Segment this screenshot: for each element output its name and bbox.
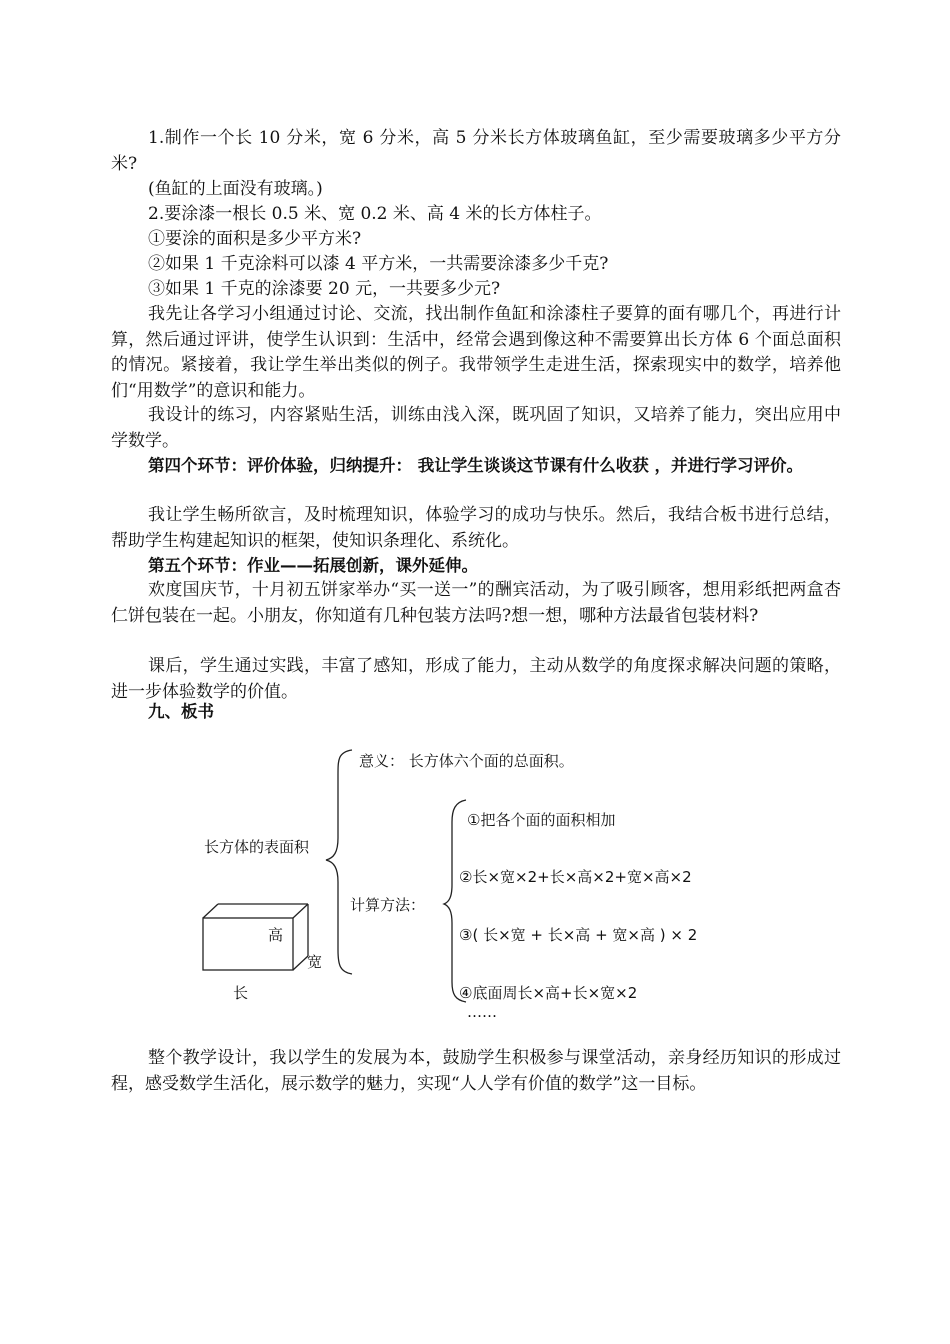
- exercise-2-q3: ③如果 1 千克的涂漆要 20 元，一共要多少元?: [148, 279, 501, 299]
- paragraph-discussion: 我先让各学习小组通过讨论、交流，找出制作鱼缸和涂漆柱子要算的面有哪几个，再进行计算，然后通过评讲，使学生认识到：生活中，经常会遇到像这种不需要算出长方体 6 个面总面积的情况。紧接着，我让学生举出类似的例子。我带领学生走进生活，探索现实中的数学，培养他们“用数学”的意识和能力。: [111, 304, 841, 401]
- paragraph-homework: 欢度国庆节，十月初五饼家举办“买一送一”的酬宾活动，为了吸引顾客，想用彩纸把两盒杏仁饼包装在一起。小朋友，你知道有几种包装方法吗?想一想，哪种方法最省包装材料?: [111, 580, 841, 626]
- exercise-1-note: (鱼缸的上面没有玻璃。): [148, 179, 323, 199]
- section-9-heading: 九、板书: [148, 702, 214, 721]
- board-method-4: ④底面周长×高+长×宽×2: [459, 984, 638, 1002]
- board-method-label: 计算方法：: [350, 896, 426, 914]
- main-brace: [326, 750, 352, 974]
- section-5-heading: 第五个环节：作业——拓展创新，课外延伸。: [148, 556, 478, 575]
- board-method-3: ③( 长×宽 + 长×高 + 宽×高 ) × 2: [459, 926, 698, 944]
- label-length: 长: [233, 984, 249, 1002]
- method-brace: [444, 800, 466, 1002]
- board-meaning: 意义： 长方体六个面的总面积。: [359, 752, 574, 770]
- exercise-2-q2: ②如果 1 千克涂料可以漆 4 平方米，一共需要涂漆多少千克?: [148, 254, 609, 274]
- paragraph-summary: 我让学生畅所欲言，及时梳理知识，体验学习的成功与快乐。然后，我结合板书进行总结，帮助学生构建起知识的框架，使知识条理化、系统化。: [111, 505, 841, 551]
- board-main-title: 长方体的表面积: [204, 838, 310, 856]
- exercise-2: 2.要涂漆一根长 0.5 米、宽 0.2 米、高 4 米的长方体柱子。: [148, 204, 602, 224]
- paragraph-after-class: 课后，学生通过实践，丰富了感知，形成了能力，主动从数学的角度探求解决问题的策略，进一步体验数学的价值。: [111, 656, 841, 702]
- paragraph-conclusion: 整个教学设计，我以学生的发展为本，鼓励学生积极参与课堂活动，亲身经历知识的形成过程，感受数学生活化，展示数学的魅力，实现“人人学有价值的数学”这一目标。: [111, 1048, 841, 1094]
- section-4-heading: 第四个环节：评价体验，归纳提升： 我让学生谈谈这节课有什么收获 ，并进行学习评价。: [148, 456, 803, 475]
- label-width: 宽: [307, 953, 323, 971]
- cuboid-drawing: [203, 904, 308, 970]
- label-height: 高: [268, 926, 284, 944]
- exercise-1: 1.制作一个长 10 分米，宽 6 分米，高 5 分米长方体玻璃鱼缸，至少需要玻璃多少平方分米?: [111, 128, 841, 174]
- exercise-2-q1: ①要涂的面积是多少平方米?: [148, 229, 362, 249]
- board-ellipsis: ……: [467, 1003, 497, 1021]
- board-method-2: ②长×宽×2+长×高×2+宽×高×2: [459, 868, 692, 886]
- board-method-1: ①把各个面的面积相加: [467, 811, 616, 829]
- paragraph-exercises: 我设计的练习，内容紧贴生活，训练由浅入深，既巩固了知识，又培养了能力，突出应用中学数学。: [111, 405, 841, 451]
